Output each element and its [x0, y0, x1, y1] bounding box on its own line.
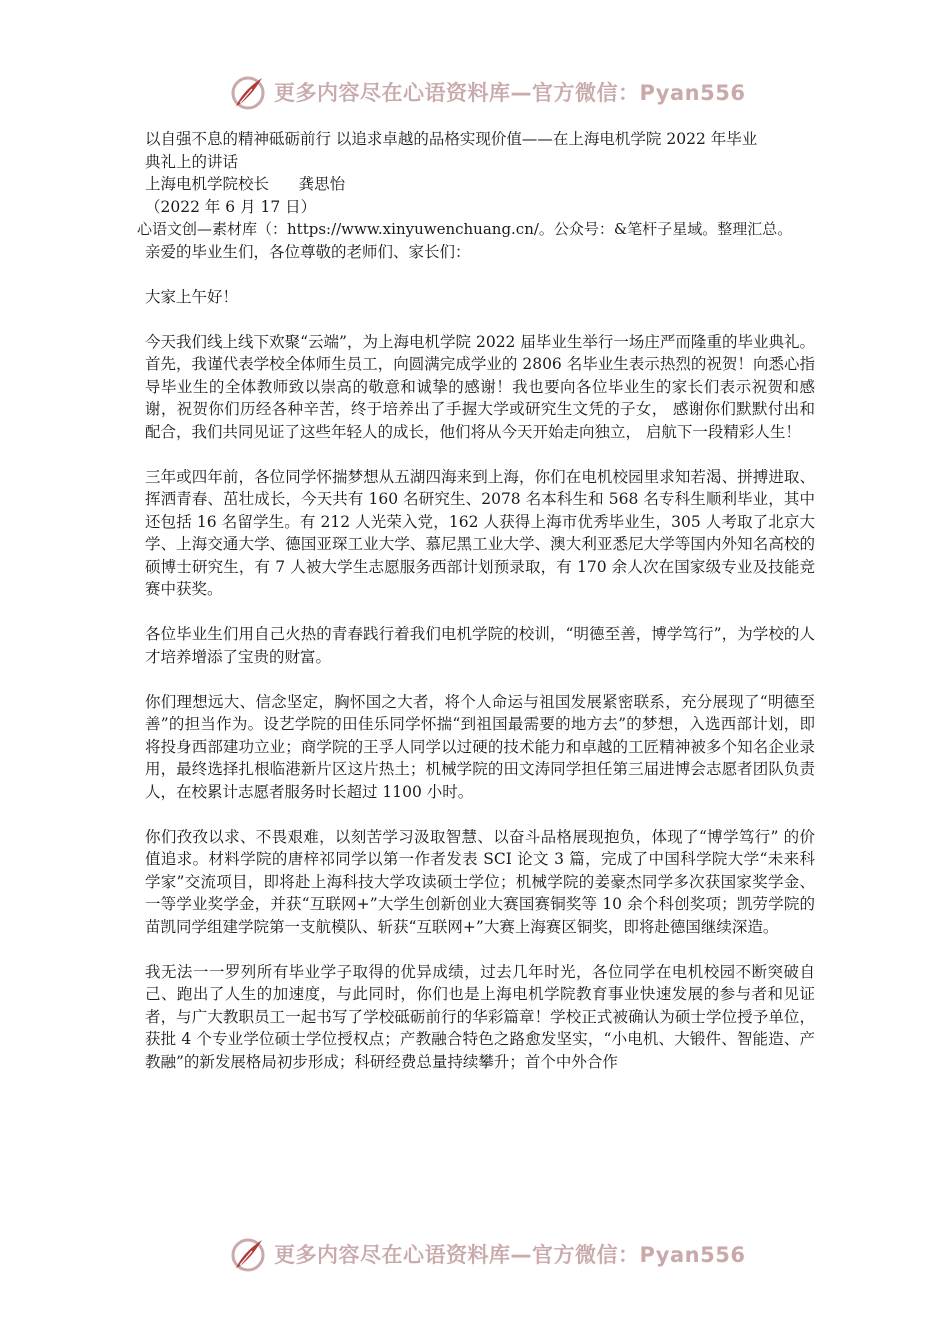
quill-logo-icon [228, 72, 268, 112]
document-title-continued: 典礼上的讲话 [145, 152, 239, 171]
speech-date: （2022 年 6 月 17 日） [145, 197, 317, 216]
author-line: 上海电机学院校长 龚思怡 [145, 175, 346, 193]
paragraph: 你们孜孜以求、不畏艰难，以刻苦学习汲取智慧、以奋斗品格展现抱负，体现了“博学笃行” 的价值追求。材料学院的唐梓祁同学以第一作者发表 SCI 论文 3 篇，完成了中国科学院大学“未来科学家”交流项目，即将赴上海科技大学攻读硕士学位；机械学院的姜豪杰同学多次获国家奖学金、一等学业奖学金，并获“互联网+”大学生创新创业大赛国赛铜奖等 10 余个科创奖项；凯劳学院的苗凯同学组建学院第一支航模队、斩获“互联网+”大赛上海赛区铜奖，即将赴德国继续深造。 [145, 827, 815, 936]
watermark-banner-top [228, 70, 748, 114]
quill-logo-icon [228, 1234, 268, 1274]
paragraph: 今天我们线上线下欢聚“云端”，为上海电机学院 2022 届毕业生举行一场庄严而隆重的毕业典礼。首先，我谨代表学校全体师生员工，向圆满完成学业的 2806 名毕业生表示热烈的祝贺！向悉心指导毕业生的全体教师致以崇高的敬意和诚挚的感谢！我也要向各位毕业生的家长们表示祝贺和感谢，祝贺你们历经各种辛苦，终于培养出了手握大学或研究生文凭的子女， 感谢你们默默付出和配合，我们共同见证了这些年轻人的成长，他们将从今天开始走向独立， 启航下一段精彩人生！ [145, 332, 815, 441]
document-title: 以自强不息的精神砥砺前行 以追求卓越的品格实现价值——在上海电机学院 2022 年毕业 [145, 130, 758, 148]
salutation: 亲爱的毕业生们，各位尊敬的老师们、家长们： [145, 242, 471, 261]
paragraph: 我无法一一罗列所有毕业学子取得的优异成绩，过去几年时光，各位同学在电机校园不断突破自己、跑出了人生的加速度，与此同时，你们也是上海电机学院教育事业快速发展的参与者和见证者，与广大教职员工一起书写了学校砥砺前行的华彩篇章！学校正式被确认为硕士学位授予单位，获批 4 个专业学位硕士学位授权点；产教融合特色之路愈发坚实，“小电机、大锻件、智能造、产教融”的新发展格局初步形成；科研经费总量持续攀升；首个中外合作 [145, 962, 815, 1071]
watermark-banner-bottom [228, 1232, 748, 1276]
paragraph: 你们理想远大、信念坚定，胸怀国之大者，将个人命运与祖国发展紧密联系，充分展现了“明德至善”的担当作为。设艺学院的田佳乐同学怀揣“到祖国最需要的地方去”的梦想，入选西部计划，即将投身西部建功立业；商学院的王孚人同学以过硬的技术能力和卓越的工匠精神被多个知名企业录用，最终选择扎根临港新片区这片热土；机械学院的田文涛同学担任第三届进博会志愿者团队负责人，在校累计志愿者服务时长超过 1100 小时。 [145, 692, 815, 801]
greeting: 大家上午好！ [145, 287, 239, 306]
paragraph: 三年或四年前，各位同学怀揣梦想从五湖四海来到上海，你们在电机校园里求知若渴、拼搏进取、挥洒青春、茁壮成长，今天共有 160 名研究生、2078 名本科生和 568 名专科生顺利毕业，其中还包括 16 名留学生。有 212 人光荣入党，162 人获得上海市优秀毕业生，305 人考取了北京大学、上海交通大学、德国亚琛工业大学、慕尼黑工业大学、澳大利亚悉尼大学等国内外知名高校的硕博士研究生，有 7 人被大学生志愿服务西部计划预录取，有 170 余人次在国家级专业及技能竞赛中获奖。 [145, 467, 815, 598]
watermark-text: 更多内容尽在心语资料库—官方微信：Pyan556 [274, 81, 746, 105]
watermark-text: 更多内容尽在心语资料库—官方微信：Pyan556 [274, 1243, 746, 1267]
document-body [137, 128, 815, 1096]
source-note: 心语文创—素材库（：https://www.xinyuwenchuang.cn/。公众号：&笔杆子星域。整理汇总。 [137, 220, 793, 238]
paragraph: 各位毕业生们用自己火热的青春践行着我们电机学院的校训，“明德至善，博学笃行”，为学校的人才培养增添了宝贵的财富。 [145, 625, 815, 666]
